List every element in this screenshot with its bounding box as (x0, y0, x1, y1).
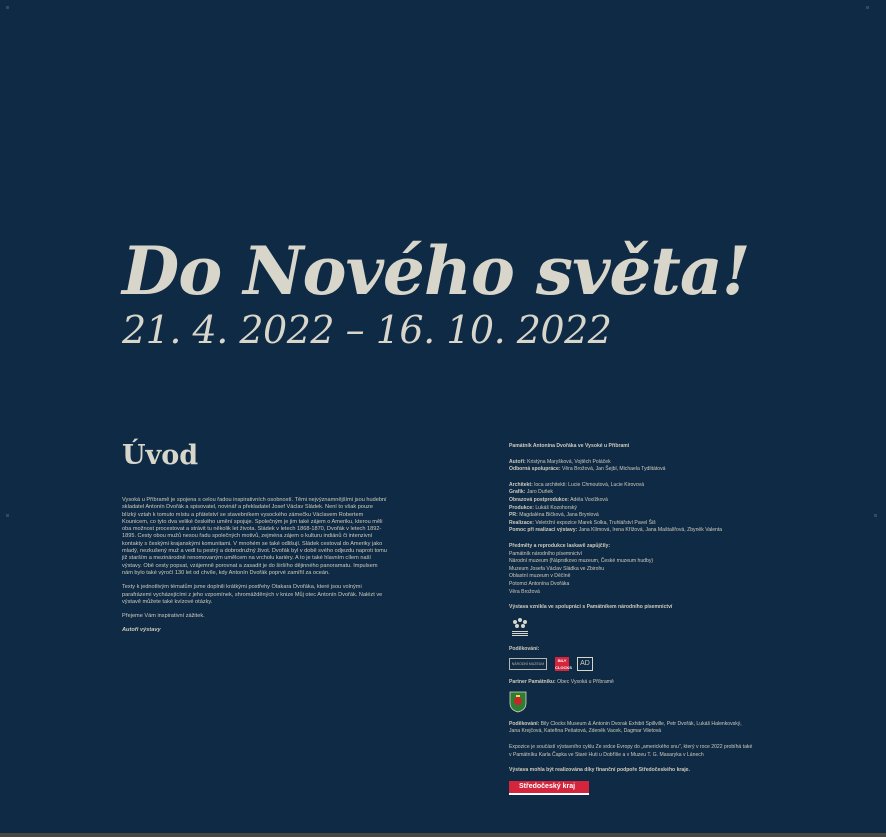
lender-item: Potomci Antonína Dvořáka (509, 580, 570, 587)
intro-paragraph: Vysoká u Příbramě je spojena s celou řadou inspirativních osobností. Těmi nejvýznamnějšími jsou hudební skladatel Antonín Dvořák a spisovatel, novinář a překladatel Josef Václav Sládek. Není to však pouze blízký vztah k tomuto místu a přátelství se stavebníkem vysockého zámečku Václavem Robertem Kounicem, co tyto dva veliké českého umění spojuje. Společným je jim také zájem o Ameriku, kterou měli oba možnost procestovat a strávit tu několik let života. Sládek v letech 1868-1870, Dvořák v letech 1892-1895. Cesty obou mužů nesou řadu společných motivů, zejména zájem o kulturu indiánů či intenzivní kontakty s českými krajanskými komunitami. V mnohém se také odlišují. Sládek cestoval do Ameriky jako mladý, nezkušený muž a vedl tu pestrý a dobrodružný život. Dvořák byl v době svého odjezdu naproti tomu již starším a mezinárodně renomovaným umělcem na vrcholu kariéry. A to je také hlavním cílem naší výstavy. Obě cesty popsat, vzájemně porovnat a zasadit je do širšího dějinného panoramatu. Impulsem nám bylo také výročí 130 let od chvíle, kdy Antonín Dvořák poprvé zamířil za oceán. (122, 497, 387, 576)
intro-paragraph: Texty k jednotlivým tématům jsme doplnili krátkými postřehy Otakara Dvořáka, které jsou volnými parafrázemi vycházejícími z jeho vzpomínek, shromážděných v knize Můj otec Antonín Dvořák. Nalézt ve výstavě můžete také kvízové otázky. (122, 584, 383, 605)
exhibition-dates: 21. 4. 2022 – 16. 10. 2022 (122, 308, 612, 352)
corner-mark (6, 6, 9, 9)
intro-text (122, 497, 387, 642)
credits-thanks-label: Poděkování: (509, 645, 540, 652)
edge-mark (6, 514, 9, 517)
credits-thanks: Poděkování: Bily Clocks Museum & Antonin Dvorak Exhibit Spillville, Petr Dvořák, Lukáš Halenkovský, Jana Krejčová, Kateřina Pešatová, Zdeněk Vacek, Dagmar Viletová (509, 720, 742, 735)
intro-paragraph: Přejeme Vám inspirativní zážitek. (122, 613, 205, 620)
lender-item: Věra Brožová (509, 588, 540, 595)
credits-authors: Autoři: Kristýna Maryšková, Vojtěch Poláček Odborná spolupráce: Věra Brožová, Jan Šejbl, Michaela Tydlitátová (509, 458, 666, 473)
credits-column (509, 443, 754, 795)
intro-signature: Autoři výstavy (122, 627, 161, 634)
exhibition-title: Do Nového světa! (122, 232, 750, 310)
sponsor-logos (509, 657, 754, 671)
pn-logo-icon (509, 616, 531, 638)
bottom-strip (0, 833, 886, 837)
credits-heading: Památník Antonína Dvořáka ve Vysoké u Příbrami (509, 443, 630, 449)
credits-cycle: Expozice je součástí výstavního cyklu Ze srdce Evropy do „amerického snu", který v roce 2022 probíhá také v Památníku Karla Čapka ve Staré Huti u Dobříše a v Muzeu T. G. Masaryka v Lánech (509, 744, 753, 758)
lender-item: Oblastní muzeum v Děčíně (509, 573, 571, 580)
lender-item: Památník národního písemnictví (509, 550, 583, 557)
credits-coop: Výstava vznikla ve spolupráci s Památníkem národního písemnictví (509, 604, 673, 611)
credits-team: Architekt: loca architekti: Lucie Chmoutová, Lucie Kirovová Grafik: Jaro Duňek Obrazová postprodukce: Adéla Voxížková Produkce: Lukáš Kozohorský PR: Magdaléna Bičková, Jana Brynlová Realizace: Veletržní expozice Marek Solka, Truhlářství Pavel Šiš Pomoc při realizaci výstavy: Jana Klímová, Irena Křížová, Jana Maštalířová, Zbyněk Valenta (509, 481, 723, 534)
ad-logo-icon: AD (577, 657, 593, 671)
credits-partner: Partner Památníku: Obec Vysoká u Příbramě (509, 679, 614, 686)
credits-support: Výstava mohla být realizována díky finanční podpoře Středočeského kraje. (509, 767, 690, 774)
bily-clocks-logo-icon: BILY CLOCKS (555, 658, 572, 671)
national-museum-logo-icon: NÁRODNÍ MUZEUM (509, 658, 547, 670)
credits-lenders: Předměty a reprodukce laskavě zapůjčily: Památník národního písemnictví Národní muzeum (Náprstkovo muzeum, České muzeum hudby) Muzeum Josefa Václav Sládka ve Zbirohu Oblastní muzeum v Děčíně Potomci Antonína Dvořáka Věra Brožová (509, 543, 754, 596)
municipality-crest-icon (509, 691, 527, 713)
lender-item: Muzeum Josefa Václav Sládka ve Zbirohu (509, 565, 605, 572)
edge-mark (874, 514, 877, 517)
stredocesky-kraj-logo: Středočeský kraj (509, 781, 589, 795)
intro-heading: Úvod (122, 440, 199, 471)
corner-mark (866, 6, 869, 9)
lender-item: Národní muzeum (Náprstkovo muzeum, České muzeum hudby) (509, 558, 654, 565)
